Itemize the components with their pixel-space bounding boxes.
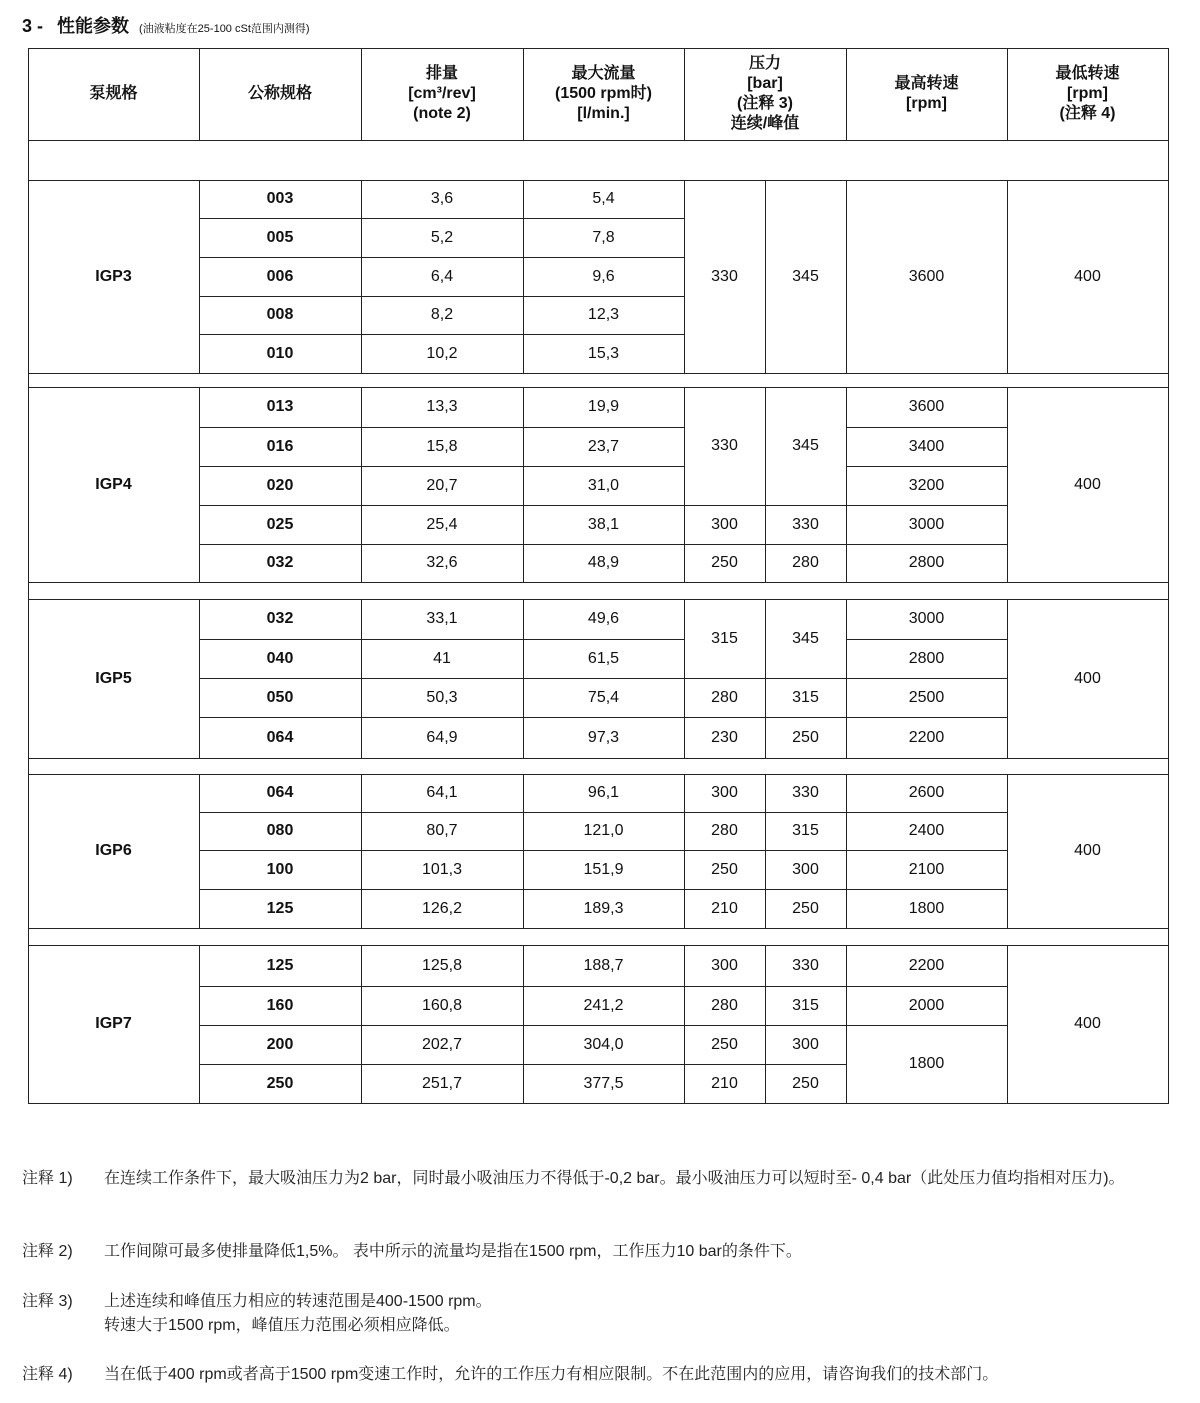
header-max-flow-line: 最大流量	[571, 65, 636, 82]
peak-pressure-cell: 345	[792, 437, 819, 454]
continuous-pressure-cell: 315	[711, 629, 738, 647]
continuous-pressure-cell: 210	[711, 1074, 738, 1092]
max-speed-cell: 1800	[908, 1055, 945, 1072]
displacement-cell: 160,8	[421, 996, 463, 1014]
header-bottom-border	[28, 140, 1169, 141]
group-igp6-min-speed: 400	[1074, 842, 1101, 859]
nominal-size-cell: 005	[266, 228, 294, 246]
displacement-cell: 50,3	[426, 688, 458, 706]
flow-cell: 188,7	[583, 956, 624, 974]
group-igp7-bottom-border	[28, 1103, 1169, 1104]
group-igp4-min-speed: 400	[1074, 475, 1101, 493]
continuous-pressure-cell: 280	[711, 996, 738, 1014]
flow-cell: 48,9	[587, 554, 620, 571]
header-pressure-line: 连续/峰值	[730, 115, 800, 132]
spacer-border	[1168, 140, 1169, 180]
displacement-cell: 41	[433, 649, 451, 667]
flow-cell: 189,3	[583, 899, 624, 917]
header-pump-size: 泵规格	[89, 85, 138, 102]
spacer-border	[28, 140, 29, 180]
max-speed-cell: 2800	[908, 649, 945, 667]
max-speed-cell: 2200	[908, 728, 945, 746]
max-speed-cell: 3400	[908, 437, 945, 455]
group-igp5-min-speed: 400	[1074, 669, 1101, 687]
note-label: 注释 3)	[22, 1293, 73, 1310]
displacement-cell: 3,6	[430, 190, 454, 207]
nominal-size-cell: 016	[266, 437, 294, 455]
group-igp5-bottom-border	[28, 758, 1169, 759]
nominal-size-cell: 100	[266, 860, 294, 878]
flow-cell: 97,3	[587, 728, 620, 746]
header-displacement	[361, 48, 523, 140]
max-speed-cell: 3200	[908, 476, 945, 494]
group-igp4-bottom-border	[28, 582, 1169, 583]
peak-pressure-cell: 330	[792, 784, 819, 801]
header-pressure-line: 压力	[748, 55, 781, 72]
max-speed-cell: 3000	[908, 610, 945, 627]
section-heading: 性能参数	[57, 16, 130, 36]
nominal-size-cell: 080	[266, 822, 294, 839]
gap-border	[28, 373, 29, 387]
nominal-size-cell: 020	[266, 476, 294, 494]
header-max-flow	[523, 48, 684, 140]
continuous-pressure-cell: 300	[711, 515, 738, 533]
header-pressure	[684, 48, 846, 140]
header-max-speed-line: [rpm]	[906, 95, 947, 112]
group-igp3-right-border	[1168, 180, 1169, 373]
max-speed-cell: 2200	[908, 956, 945, 974]
gap-border	[1168, 373, 1169, 387]
header-max-speed	[846, 48, 1007, 140]
group-igp7-pump-name: IGP7	[95, 1015, 132, 1032]
section-subtitle: (油液粘度在25-100 cSt范围内测得)	[139, 23, 310, 35]
continuous-pressure-cell: 250	[711, 860, 738, 878]
max-speed-cell: 2800	[908, 554, 945, 571]
nominal-size-cell: 064	[266, 728, 294, 746]
peak-pressure-cell: 330	[792, 956, 819, 974]
flow-cell: 7,8	[592, 228, 615, 246]
continuous-pressure-cell: 330	[711, 437, 738, 454]
max-speed-cell: 2500	[908, 688, 945, 706]
header-displacement-line: [cm³/rev]	[408, 85, 476, 102]
flow-cell: 304,0	[583, 1035, 624, 1053]
continuous-pressure-cell: 230	[711, 728, 738, 746]
peak-pressure-cell: 300	[792, 1035, 819, 1053]
note-line: 上述连续和峰值压力相应的转速范围是400-1500 rpm。	[104, 1293, 492, 1310]
note-text	[104, 1290, 1164, 1338]
header-pressure-line: [bar]	[747, 75, 783, 92]
peak-pressure-cell: 315	[792, 996, 819, 1014]
group-igp7-right-border	[1168, 945, 1169, 1103]
group-igp3-pump-name: IGP3	[95, 267, 132, 285]
peak-pressure-cell: 250	[792, 728, 819, 746]
header-col-line	[1168, 48, 1169, 140]
flow-cell: 19,9	[587, 398, 620, 415]
group-igp3-min-speed: 400	[1074, 267, 1101, 285]
group-igp6-bottom-border	[28, 928, 1169, 929]
nominal-size-cell: 160	[266, 996, 294, 1014]
flow-cell: 96,1	[587, 784, 620, 801]
header-max-speed-line: 最高转速	[894, 75, 959, 92]
peak-pressure-cell: 345	[792, 629, 819, 647]
note-line: 转速大于1500 rpm，峰值压力范围必须相应降低。	[104, 1317, 460, 1334]
flow-cell: 151,9	[583, 860, 624, 878]
peak-pressure-cell: 280	[792, 554, 819, 571]
displacement-cell: 101,3	[421, 860, 463, 878]
continuous-pressure-cell: 250	[711, 1035, 738, 1053]
gap-border	[28, 758, 29, 774]
displacement-cell: 32,6	[426, 554, 458, 571]
group-igp5-pump-name: IGP5	[95, 669, 132, 687]
flow-cell: 23,7	[587, 437, 620, 455]
flow-cell: 31,0	[587, 476, 620, 494]
peak-pressure-cell: 300	[792, 860, 819, 878]
peak-pressure-cell: 330	[792, 515, 819, 533]
continuous-pressure-cell: 300	[711, 956, 738, 974]
continuous-pressure-cell: 280	[711, 688, 738, 706]
header-displacement-line: 排量	[425, 65, 458, 82]
note-label: 注释 1)	[22, 1170, 73, 1187]
header-pressure-line: (注释 3)	[736, 95, 793, 112]
displacement-cell: 80,7	[426, 822, 458, 839]
displacement-cell: 5,2	[430, 228, 454, 246]
max-speed-cell: 3600	[908, 267, 945, 285]
peak-pressure-cell: 315	[792, 822, 819, 839]
note-line: 当在低于400 rpm或者高于1500 rpm变速工作时，允许的工作压力有相应限制。不在此范围内的应用，请咨询我们的技术部门。	[104, 1366, 999, 1383]
header-min-speed	[1007, 48, 1168, 140]
displacement-cell: 33,1	[426, 610, 458, 627]
nominal-size-cell: 032	[266, 554, 294, 571]
gap-border	[28, 928, 29, 945]
gap-border	[1168, 582, 1169, 599]
group-igp6-right-border	[1168, 774, 1169, 928]
max-speed-cell: 2400	[908, 822, 945, 839]
flow-cell: 12,3	[587, 306, 620, 323]
displacement-cell: 6,4	[430, 267, 454, 285]
peak-pressure-cell: 250	[792, 1074, 819, 1092]
nominal-size-cell: 064	[266, 784, 294, 801]
header-min-speed-line: [rpm]	[1067, 85, 1108, 102]
note-text	[104, 1363, 1164, 1387]
nominal-size-cell: 032	[266, 610, 294, 627]
gap-border	[28, 582, 29, 599]
gap-border	[1168, 758, 1169, 774]
flow-cell: 49,6	[587, 610, 620, 627]
continuous-pressure-cell: 280	[711, 822, 738, 839]
note-text	[104, 1167, 1164, 1191]
max-speed-cell: 2100	[908, 860, 945, 878]
flow-cell: 75,4	[587, 688, 620, 706]
max-speed-cell: 2600	[908, 784, 945, 801]
header-max-flow-line: [l/min.]	[577, 105, 630, 122]
flow-cell: 38,1	[587, 515, 620, 533]
peak-pressure-cell: 250	[792, 899, 819, 917]
continuous-pressure-cell: 300	[711, 784, 738, 801]
header-nominal-size: 公称规格	[247, 85, 312, 102]
max-speed-cell: 1800	[908, 899, 945, 917]
displacement-cell: 251,7	[421, 1074, 463, 1092]
group-igp6-pump-name: IGP6	[95, 842, 132, 859]
nominal-size-cell: 050	[266, 688, 294, 706]
displacement-cell: 202,7	[421, 1035, 463, 1053]
nominal-size-cell: 200	[266, 1035, 294, 1053]
nominal-size-cell: 006	[266, 267, 294, 285]
displacement-cell: 126,2	[421, 899, 463, 917]
flow-cell: 61,5	[587, 649, 620, 667]
peak-pressure-cell: 345	[792, 267, 819, 285]
header-max-flow-line: (1500 rpm时)	[555, 85, 652, 102]
nominal-size-cell: 025	[266, 515, 294, 533]
displacement-cell: 64,1	[426, 784, 458, 801]
note-label: 注释 2)	[22, 1243, 73, 1260]
nominal-size-cell: 125	[266, 899, 294, 917]
flow-cell: 5,4	[592, 190, 615, 207]
displacement-cell: 25,4	[426, 515, 458, 533]
nominal-size-cell: 003	[266, 190, 294, 207]
flow-cell: 241,2	[583, 996, 624, 1014]
nominal-size-cell: 250	[266, 1074, 294, 1092]
flow-cell: 121,0	[583, 822, 624, 839]
note-line: 在连续工作条件下，最大吸油压力为2 bar，同时最小吸油压力不得低于-0,2 bar。最小吸油压力可以短时至- 0,4 bar（此处压力值均指相对压力)。	[104, 1170, 1125, 1187]
max-speed-cell: 3000	[908, 515, 945, 533]
nominal-size-cell: 013	[266, 398, 294, 415]
header-min-speed-line: (注释 4)	[1059, 105, 1116, 122]
displacement-cell: 15,8	[426, 437, 458, 455]
note-text	[104, 1240, 1164, 1264]
nominal-size-cell: 040	[266, 649, 294, 667]
group-igp5-right-border	[1168, 599, 1169, 758]
displacement-cell: 10,2	[426, 344, 458, 362]
peak-pressure-cell: 315	[792, 688, 819, 706]
displacement-cell: 20,7	[426, 476, 458, 494]
displacement-cell: 64,9	[426, 728, 458, 746]
group-igp4-pump-name: IGP4	[95, 475, 132, 493]
section-number: 3 -	[22, 16, 44, 36]
group-igp7-min-speed: 400	[1074, 1015, 1101, 1032]
flow-cell: 377,5	[583, 1074, 624, 1092]
displacement-cell: 8,2	[430, 306, 454, 323]
continuous-pressure-cell: 250	[711, 554, 738, 571]
flow-cell: 9,6	[592, 267, 615, 285]
header-min-speed-line: 最低转速	[1055, 65, 1120, 82]
nominal-size-cell: 010	[266, 344, 294, 362]
max-speed-cell: 2000	[908, 996, 945, 1014]
group-igp4-right-border	[1168, 387, 1169, 582]
note-label: 注释 4)	[22, 1366, 73, 1383]
max-speed-cell: 3600	[908, 398, 945, 415]
group-igp3-bottom-border	[28, 373, 1169, 374]
nominal-size-cell: 008	[266, 306, 294, 323]
note-line: 工作间隙可最多使排量降低1,5%。 表中所示的流量均是指在1500 rpm，工作压力10 bar的条件下。	[104, 1243, 802, 1260]
flow-cell: 15,3	[587, 344, 620, 362]
continuous-pressure-cell: 210	[711, 899, 738, 917]
nominal-size-cell: 125	[266, 956, 294, 974]
header-displacement-line: (note 2)	[413, 105, 471, 122]
continuous-pressure-cell: 330	[711, 267, 738, 285]
displacement-cell: 13,3	[426, 398, 458, 415]
gap-border	[1168, 928, 1169, 945]
displacement-cell: 125,8	[421, 956, 463, 974]
